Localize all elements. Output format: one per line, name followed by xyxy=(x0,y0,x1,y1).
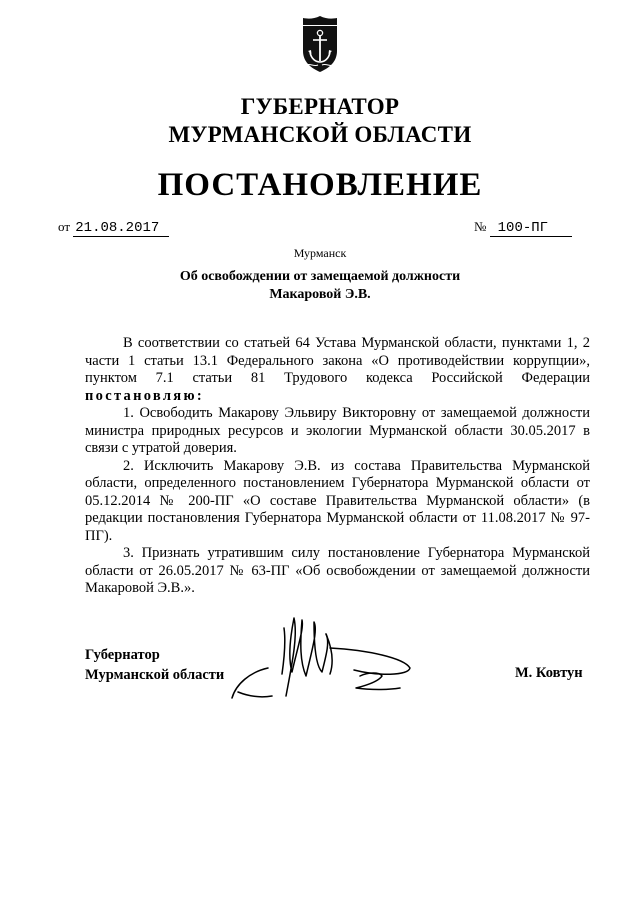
date-prefix: от xyxy=(58,219,71,234)
decree-item-2: 2. Исключить Макарову Э.В. из состава Правительства Мурманской области, определенного постановлением Губернатора Мурманской области от 05.12.2014 № 200-ПГ «О составе Правительства Мурманской области» (в редакции постановления Губернатора Мурманской области от 11.08.2017 № 97-ПГ). xyxy=(85,457,590,544)
signatory-position xyxy=(85,645,224,685)
document-date: 21.08.2017 xyxy=(73,220,169,237)
subject-line2: Макаровой Э.В. xyxy=(269,287,371,302)
signatory-name: М. Ковтун xyxy=(515,665,583,681)
issuer-title-line1: ГУБЕРНАТОР xyxy=(240,94,400,119)
document-number: 100-ПГ xyxy=(490,220,572,237)
decree-item-1: 1. Освободить Макарову Эльвиру Викторовну от замещаемой должности министра природных ресурсов и экологии Мурманской области 30.05.2017 в связи с утратой доверия. xyxy=(85,405,590,456)
date-row xyxy=(58,219,169,237)
preamble-paragraph xyxy=(85,335,590,405)
murmansk-coat-of-arms-icon xyxy=(297,15,343,73)
number-prefix: № xyxy=(474,219,487,234)
signatory-position-line2: Мурманской области xyxy=(85,667,225,683)
issuer-title xyxy=(0,93,640,149)
document-body xyxy=(85,335,590,598)
document-type: ПОСТАНОВЛЕНИЕ xyxy=(157,167,483,203)
preamble-text: В соответствии со статьей 64 Устава Мурманской области, пунктами 1, 2 части 1 статьи 13.1 Федерального закона «О противодействии коррупции», пунктом 7.1 статьи 81 Трудового кодекса Российской Федерации xyxy=(85,335,590,386)
handwritten-signature xyxy=(228,612,418,704)
decree-word: постановляю: xyxy=(85,387,204,404)
number-row xyxy=(474,219,572,237)
decree-item-3: 3. Признать утратившим силу постановление Губернатора Мурманской области от 26.05.2017 № 63-ПГ «Об освобождении от замещаемой должности Макаровой Э.В.». xyxy=(85,545,590,596)
signatory-position-line1: Губернатор xyxy=(85,647,160,663)
issuer-title-line2: МУРМАНСКОЙ ОБЛАСТИ xyxy=(168,122,472,147)
subject-line1: Об освобождении от замещаемой должности xyxy=(179,269,461,284)
place-of-issue: Мурманск xyxy=(293,246,347,260)
document-subject xyxy=(0,268,640,304)
